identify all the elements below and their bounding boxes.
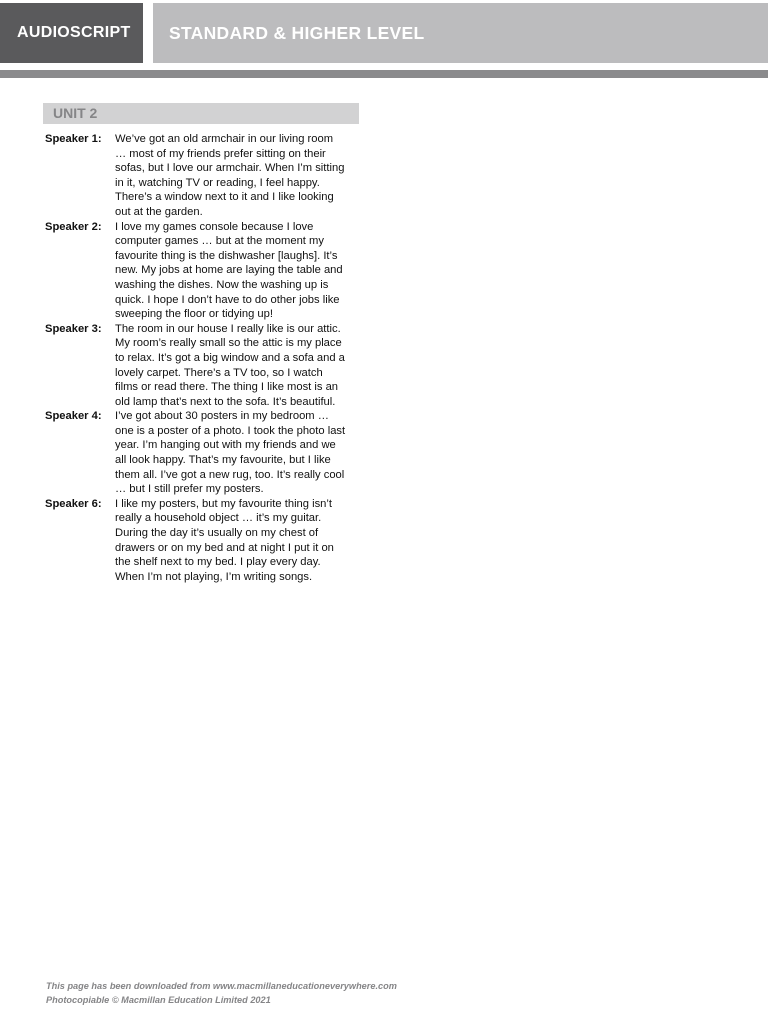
text-line: to relax. It’s got a big window and a sofa and a (115, 351, 345, 364)
speaker-text (115, 497, 357, 585)
text-line: When I’m not playing, I’m writing songs. (115, 570, 313, 583)
text-line: There’s a window next to it and I like looking (115, 191, 334, 204)
speaker-text (115, 220, 357, 322)
speaker-entry-5 (45, 497, 357, 585)
text-line: I’ve got about 30 posters in my bedroom … (115, 410, 329, 423)
page-footer (46, 980, 397, 1007)
speaker-entry-4 (45, 409, 357, 497)
speaker-label: Speaker 4: (45, 410, 102, 423)
text-line: year. I’m hanging out with my friends and we (115, 439, 336, 452)
text-line: one is a poster of a photo. I took the photo last (115, 424, 346, 437)
speaker-label: Speaker 2: (45, 220, 102, 233)
text-line: sweeping the floor or tidying up! (115, 308, 273, 321)
text-line: drawers or on my bed and at night I put it on (115, 541, 334, 554)
text-line: washing the dishes. Now the washing up is (115, 278, 329, 291)
text-line: My room’s really small so the attic is my place (115, 337, 342, 350)
speaker-entry-2 (45, 220, 357, 322)
text-line: the shelf next to my bed. I play every day. (115, 556, 321, 569)
text-line: The room in our house I really like is our attic. (115, 322, 341, 335)
speaker-text (115, 132, 357, 220)
speaker-label: Speaker 1: (45, 133, 102, 145)
section-tab: AUDIOSCRIPT (0, 3, 143, 63)
text-line: lovely carpet. There’s a TV too, so I watch (115, 366, 323, 379)
text-line: We’ve got an old armchair in our living room (115, 133, 334, 145)
text-line: sofas, but I love our armchair. When I’m sitting (115, 162, 345, 175)
text-line: really a household object … it’s my guitar. (115, 512, 322, 525)
text-line: I like my posters, but my favourite thing isn’t (115, 497, 332, 510)
text-line: all look happy. That’s my favourite, but I like (115, 454, 331, 467)
text-line: old lamp that’s next to the sofa. It’s beautiful. (115, 395, 336, 408)
text-line: in it, watching TV or reading, I feel happy. (115, 176, 320, 189)
text-line: quick. I hope I don’t have to do other jobs like (115, 293, 340, 306)
speaker-label: Speaker 6: (45, 497, 102, 510)
speaker-entry-1 (45, 132, 357, 220)
text-line: I love my games console because I love (115, 220, 314, 233)
speaker-label: Speaker 3: (45, 322, 102, 335)
page-header (0, 3, 768, 63)
text-line: … most of my friends prefer sitting on their (115, 147, 326, 160)
unit-heading: UNIT 2 (43, 103, 359, 124)
download-note: This page has been downloaded from www.macmillaneducationeverywhere.com (46, 981, 397, 991)
text-line: films or read there. The thing I like most is an (115, 381, 339, 394)
text-line: out at the garden. (115, 205, 203, 218)
level-banner: STANDARD & HIGHER LEVEL (153, 3, 768, 63)
speaker-text (115, 409, 357, 497)
speaker-entry-3 (45, 322, 357, 410)
speaker-text (115, 322, 357, 410)
text-line: During the day it’s usually on my chest of (115, 527, 319, 540)
copyright-note: Photocopiable © Macmillan Education Limited 2021 (46, 994, 271, 1005)
header-rule (0, 70, 768, 78)
text-line: new. My jobs at home are laying the table and (115, 264, 343, 277)
text-line: … but I still prefer my posters. (115, 483, 264, 496)
audioscript-body (45, 132, 357, 584)
text-line: computer games … but at the moment my (115, 235, 324, 248)
text-line: favourite thing is the dishwasher [laughs]. It’s (115, 249, 338, 262)
text-line: them all. I’ve got a new rug, too. It’s really cool (115, 468, 345, 481)
